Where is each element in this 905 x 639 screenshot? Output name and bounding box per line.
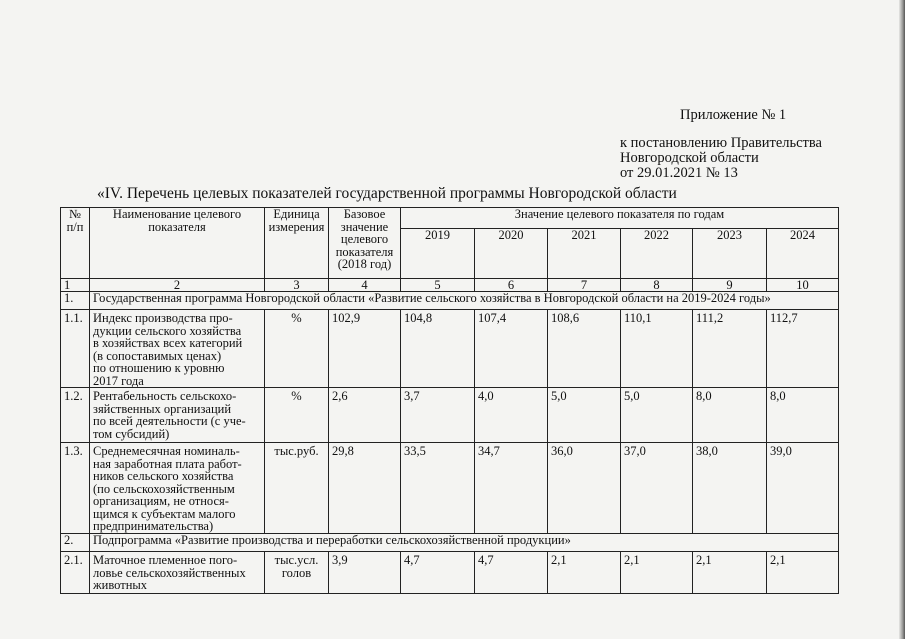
scan-edge-shadow bbox=[899, 0, 905, 639]
column-number: 4 bbox=[329, 279, 401, 292]
column-number: 1 bbox=[61, 279, 90, 292]
unit: тыс.усл. голов bbox=[265, 552, 329, 594]
unit: % bbox=[265, 310, 329, 388]
row-number: 1.3. bbox=[61, 443, 90, 534]
base-value: 102,9 bbox=[329, 310, 401, 388]
value-2022: 37,0 bbox=[621, 443, 693, 534]
header-number: № п/п bbox=[61, 208, 90, 279]
row-number: 2.1. bbox=[61, 552, 90, 594]
value-2019: 4,7 bbox=[401, 552, 475, 594]
value-2020: 34,7 bbox=[475, 443, 548, 534]
value-2021: 36,0 bbox=[548, 443, 621, 534]
section-title: Государственная программа Новгородской области «Развитие сельского хозяйства в Новгородской области на 2019-2024 годы» bbox=[90, 292, 839, 310]
column-number: 10 bbox=[767, 279, 839, 292]
table-row bbox=[61, 443, 839, 534]
header-years-group: Значение целевого показателя по годам bbox=[401, 208, 839, 229]
header-indicator-name: Наименование целевого показателя bbox=[90, 208, 265, 279]
column-number: 9 bbox=[693, 279, 767, 292]
row-number: 1.1. bbox=[61, 310, 90, 388]
section-number: 2. bbox=[61, 534, 90, 552]
value-2024: 8,0 bbox=[767, 388, 839, 443]
value-2024: 112,7 bbox=[767, 310, 839, 388]
value-2021: 108,6 bbox=[548, 310, 621, 388]
base-value: 3,9 bbox=[329, 552, 401, 594]
base-value: 29,8 bbox=[329, 443, 401, 534]
column-number: 3 bbox=[265, 279, 329, 292]
value-2019: 3,7 bbox=[401, 388, 475, 443]
column-number: 7 bbox=[548, 279, 621, 292]
value-2020: 4,0 bbox=[475, 388, 548, 443]
section-number: 1. bbox=[61, 292, 90, 310]
value-2021: 5,0 bbox=[548, 388, 621, 443]
value-2023: 2,1 bbox=[693, 552, 767, 594]
header-year: 2020 bbox=[475, 229, 548, 279]
header-line-1: к постановлению Правительства bbox=[620, 135, 822, 151]
value-2019: 33,5 bbox=[401, 443, 475, 534]
row-number: 1.2. bbox=[61, 388, 90, 443]
header-line-3: от 29.01.2021 № 13 bbox=[620, 165, 738, 181]
table-row bbox=[61, 552, 839, 594]
value-2020: 4,7 bbox=[475, 552, 548, 594]
appendix-label: Приложение № 1 bbox=[680, 107, 787, 123]
header-year: 2019 bbox=[401, 229, 475, 279]
column-number: 2 bbox=[90, 279, 265, 292]
unit: тыс.руб. bbox=[265, 443, 329, 534]
unit: % bbox=[265, 388, 329, 443]
indicators-table bbox=[60, 207, 839, 594]
column-number: 6 bbox=[475, 279, 548, 292]
document-title: «IV. Перечень целевых показателей государственной программы Новгородской области bbox=[97, 185, 677, 202]
header-unit: Единица измерения bbox=[265, 208, 329, 279]
header-line-2: Новгородской области bbox=[620, 150, 759, 166]
base-value: 2,6 bbox=[329, 388, 401, 443]
header-year: 2021 bbox=[548, 229, 621, 279]
header-year: 2024 bbox=[767, 229, 839, 279]
value-2023: 111,2 bbox=[693, 310, 767, 388]
value-2021: 2,1 bbox=[548, 552, 621, 594]
value-2019: 104,8 bbox=[401, 310, 475, 388]
section-title: Подпрограмма «Развитие производства и переработки сельскохозяйственной продукции» bbox=[90, 534, 839, 552]
value-2020: 107,4 bbox=[475, 310, 548, 388]
value-2023: 38,0 bbox=[693, 443, 767, 534]
table-row bbox=[61, 388, 839, 443]
value-2024: 2,1 bbox=[767, 552, 839, 594]
value-2022: 110,1 bbox=[621, 310, 693, 388]
value-2022: 5,0 bbox=[621, 388, 693, 443]
table-row bbox=[61, 310, 839, 388]
indicator-name: Индекс производства про- дукции сельского хозяйства в хозяйствах всех категорий (в сопоставимых ценах) по отношению к уровню 2017 года bbox=[90, 310, 265, 388]
header-year: 2022 bbox=[621, 229, 693, 279]
header-base-value: Базовое значение целевого показателя (2018 год) bbox=[329, 208, 401, 279]
value-2024: 39,0 bbox=[767, 443, 839, 534]
column-number: 5 bbox=[401, 279, 475, 292]
header-year: 2023 bbox=[693, 229, 767, 279]
value-2023: 8,0 bbox=[693, 388, 767, 443]
indicator-name: Среднемесячная номиналь- ная заработная плата работ- ников сельского хозяйства (по сельскохозяйственным организациям, не относя- щимся к субъектам малого предпринимательства) bbox=[90, 443, 265, 534]
document-header bbox=[620, 108, 900, 181]
value-2022: 2,1 bbox=[621, 552, 693, 594]
column-number: 8 bbox=[621, 279, 693, 292]
indicator-name: Маточное племенное пого- ловье сельскохозяйственных животных bbox=[90, 552, 265, 594]
indicator-name: Рентабельность сельскохо- зяйственных организаций по всей деятельности (с уче- том субсидий) bbox=[90, 388, 265, 443]
